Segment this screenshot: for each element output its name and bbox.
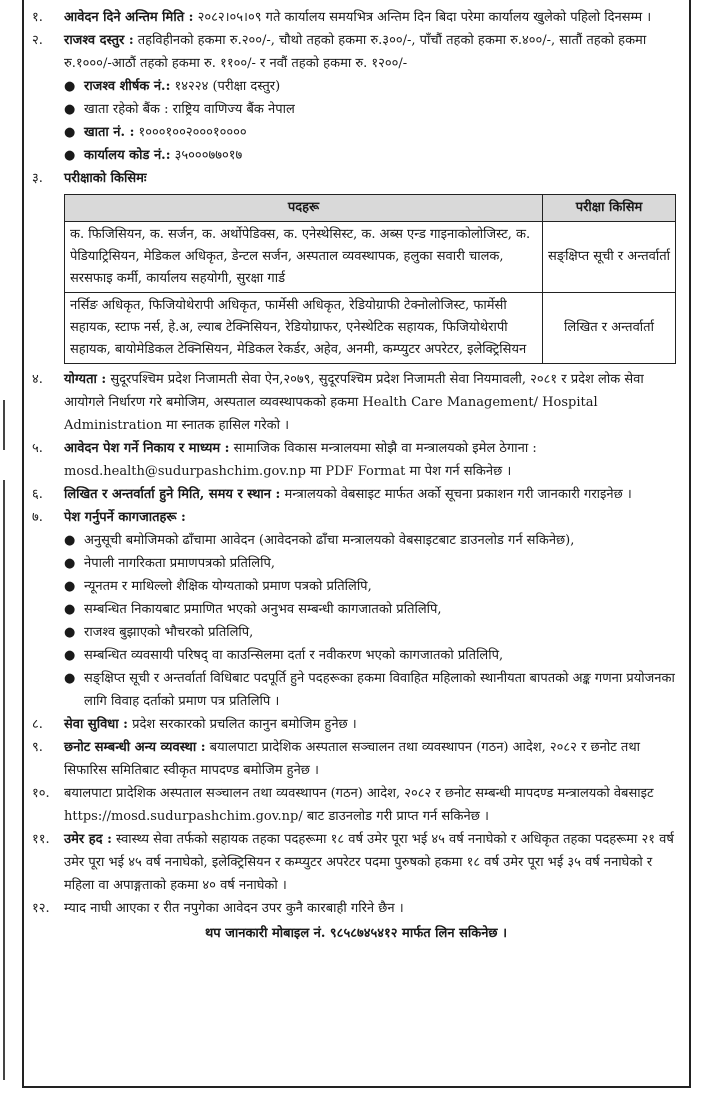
- item-label: योग्यता :: [64, 372, 107, 387]
- item-12: [30, 897, 682, 920]
- list-item: ● सम्बन्धित निकायबाट प्रमाणित भएको अनुभव सम्बन्धी कागजातको प्रतिलिपि,: [64, 602, 442, 617]
- item-text: तहविहीनको हकमा रु.२००/-, चौथो तहको हकमा रु.३००/-, पाँचौं तहको हकमा रु.४००/-, सातौं तहको हकमा रु.१०००/-आठौं तहको हकमा रु. ११००/- र नवौं तहको हकमा रु. १२००/-: [64, 33, 647, 71]
- item-number: २.: [32, 33, 43, 48]
- item-number: ७.: [32, 510, 43, 525]
- header-exam-type: परीक्षा किसिम: [543, 195, 676, 222]
- item-number: ११.: [32, 832, 50, 847]
- item-label: लिखित र अन्तर्वार्ता हुने मिति, समय र स्थान :: [64, 487, 281, 502]
- item-3: [30, 167, 682, 190]
- fee-value: १४२२४ (परीक्षा दस्तुर): [170, 79, 281, 94]
- fee-bullet: ● कार्यालय कोड नं.: ३५०००७७०१७: [64, 148, 243, 163]
- item-9: [30, 736, 682, 782]
- fee-bullet: ● खाता रहेको बैंक : राष्ट्रिय वाणिज्य बैंक नेपाल: [64, 102, 295, 117]
- item-7: [30, 506, 682, 529]
- list-item: ● अनुसूची बमोजिमको ढाँचामा आवेदन (आवेदनको ढाँचा मन्त्रालयको वेबसाइटबाट डाउनलोड गर्न सकिनेछ),: [64, 533, 575, 548]
- item-text: बयालपाटा प्रादेशिक अस्पताल सञ्चालन तथा व्यवस्थापन (गठन) आदेश, २०८२ र छनोट सम्बन्धी मापदण्ड मन्त्रालयको वेबसाइट https://mosd.sudurpashchim.gov.np/ बाट डाउनलोड गरी प्राप्त गर्न सकिनेछ ।: [64, 786, 654, 824]
- item-text: सुदूरपश्चिम प्रदेश निजामती सेवा ऐन,२०७९, सुदूरपश्चिम प्रदेश निजामती सेवा नियमावली, २०८१ र प्रदेश लोक सेवा आयोगले निर्धारण गरे बमोजिम, अस्पताल व्यवस्थापकको हकमा Health Care Management/ Hospital Administration मा स्नातक हासिल गरेको ।: [64, 372, 644, 433]
- item-label: पेश गर्नुपर्ने कागजातहरू :: [64, 510, 186, 525]
- table-row: [65, 222, 676, 293]
- item-2: [30, 29, 682, 75]
- item-text: म्याद नाघी आएका र रीत नपुगेका आवेदन उपर कुनै कारबाही गरिने छैन ।: [64, 901, 404, 916]
- item-label: परीक्षाको किसिमः: [64, 171, 147, 186]
- item-10: [30, 782, 682, 828]
- item-number: ५.: [32, 441, 43, 456]
- fee-label: खाता नं. :: [84, 125, 135, 140]
- table-header-row: [65, 195, 676, 222]
- item-label: सेवा सुविधा :: [64, 717, 128, 732]
- fee-label: कार्यालय कोड नं.:: [84, 148, 171, 163]
- item-4: [30, 368, 682, 437]
- fee-value: ३५०००७७०१७: [170, 148, 243, 163]
- item-8: [30, 713, 682, 736]
- item-number: ४.: [32, 372, 43, 387]
- item-number: ३.: [32, 171, 43, 186]
- item-text: मन्त्रालयको वेबसाइट मार्फत अर्को सूचना प्रकाशन गरी जानकारी गराइनेछ ।: [280, 487, 632, 502]
- left-margin-line: [3, 400, 5, 450]
- item-text: प्रदेश सरकारको प्रचलित कानुन बमोजिम हुनेछ ।: [127, 717, 357, 732]
- item-number: १०.: [32, 786, 50, 801]
- fee-value: १०००१००२०००१००००: [134, 125, 247, 140]
- list-item: ● सङ्क्षिप्त सूची र अन्तर्वार्ता विधिबाट पदपूर्ति हुने पदहरूका हकमा विवाहित महिलाको स्थानीयता बापतको अङ्क गणना प्रयोजनका लागि विवाह दर्ताको प्रमाण पत्र प्रतिलिपि ।: [64, 671, 675, 709]
- item-label: आवेदन दिने अन्तिम मिति :: [64, 10, 194, 25]
- item-number: ९.: [32, 740, 43, 755]
- fee-value: खाता रहेको बैंक : राष्ट्रिय वाणिज्य बैंक नेपाल: [84, 102, 295, 117]
- exam-type-cell: लिखित र अन्तर्वार्ता: [543, 293, 676, 364]
- item-text: बयालपाटा प्रादेशिक अस्पताल सञ्चालन तथा व्यवस्थापन (गठन) आदेश, २०८२ र छनोट तथा सिफारिस समितिबाट स्वीकृत मापदण्ड बमोजिम हुनेछ ।: [64, 740, 640, 778]
- list-item: ● सम्बन्धित व्यवसायी परिषद् वा काउन्सिलमा दर्ता र नवीकरण भएको कागजातको प्रतिलिपि,: [64, 648, 504, 663]
- list-item: ● नेपाली नागरिकता प्रमाणपत्रको प्रतिलिपि,: [64, 556, 275, 571]
- exam-type-cell: सङ्क्षिप्त सूची र अन्तर्वार्ता: [543, 222, 676, 293]
- item-label: उमेर हद :: [64, 832, 112, 847]
- fee-label: राजश्व शीर्षक नं.:: [84, 79, 171, 94]
- left-margin-line: [3, 480, 5, 1080]
- header-posts: पदहरू: [65, 195, 543, 222]
- list-item: ● राजश्व बुझाएको भौचरको प्रतिलिपि,: [64, 625, 254, 640]
- table-row: [65, 293, 676, 364]
- item-5: [30, 437, 682, 483]
- item-label: छनोट सम्बन्धी अन्य व्यवस्था :: [64, 740, 206, 755]
- document-list: [30, 529, 682, 713]
- item-number: ६.: [32, 487, 43, 502]
- item-11: [30, 828, 682, 897]
- item-number: १२.: [32, 901, 50, 916]
- list-item: ● न्यूनतम र माथिल्लो शैक्षिक योग्यताको प्रमाण पत्रको प्रतिलिपि,: [64, 579, 372, 594]
- fee-details: [30, 75, 682, 167]
- item-text: सामाजिक विकास मन्त्रालयमा सोझै वा मन्त्रालयको इमेल ठेगाना : mosd.health@sudurpashchim.gov.np मा PDF Format मा पेश गर्न सकिनेछ ।: [64, 441, 537, 479]
- item-number: ८.: [32, 717, 43, 732]
- item-text: स्वास्थ्य सेवा तर्फको सहायक तहका पदहरूमा १८ वर्ष उमेर पूरा भई ४५ वर्ष ननाघेको र अधिकृत तहका पदहरूमा २१ वर्ष उमेर पूरा भई ४५ वर्ष ननाघेको, इलेक्ट्रिसियन र कम्प्युटर अपरेटर पदमा पुरुषको हकमा १८ वर्ष उमेर पूरा भई ३५ वर्ष ननाघेको र महिला वा अपाङ्गताको हकमा ४० वर्ष ननाघेको ।: [64, 832, 674, 893]
- item-text: २०८२।०५।०९ गते कार्यालय समयभित्र अन्तिम दिन बिदा परेमा कार्यालय खुलेको पहिलो दिनसम्म ।: [193, 10, 652, 25]
- item-1: [30, 6, 682, 29]
- posts-cell: क. फिजिसियन, क. सर्जन, क. अर्थोपेडिक्स, क. एनेस्थेसिस्ट, क. अब्स एन्ड गाइनाकोलोजिस्ट, क. पेडियाट्रिसियन, मेडिकल अधिकृत, डेन्टल सर्जन, अस्पताल व्यवस्थापक, हलुका सवारी चालक, सरसफाइ कर्मी, कार्यालय सहयोगी, सुरक्षा गार्ड: [65, 222, 543, 293]
- fee-bullet: ● राजश्व शीर्षक नं.: १४२२४ (परीक्षा दस्तुर): [64, 79, 281, 94]
- item-6: [30, 483, 682, 506]
- item-label: राजश्व दस्तुर :: [64, 33, 134, 48]
- item-label: आवेदन पेश गर्ने निकाय र माध्यम :: [64, 441, 230, 456]
- posts-cell: नर्सिङ अधिकृत, फिजियोथेरापी अधिकृत, फार्मेसी अधिकृत, रेडियोग्राफी टेक्नोलोजिस्ट, फार्मेसी सहायक, स्टाफ नर्स, हे.अ, ल्याब टेक्निसियन, रेडियोग्राफर, एनेस्थेटिक सहायक, फिजियोथेरापी सहायक, बायोमेडिकल टेक्निसियन, मेडिकल रेकर्डर, अहेव, अनमी, कम्प्युटर अपरेटर, इलेक्ट्रिसियन: [65, 293, 543, 364]
- contact-footer: थप जानकारी मोबाइल नं. ९८५८७४५४१२ मार्फत लिन सकिनेछ ।: [205, 926, 507, 941]
- exam-type-table: [64, 194, 676, 364]
- notice-body: [30, 6, 682, 946]
- item-number: १.: [32, 10, 43, 25]
- fee-bullet: ● खाता नं. : १०००१००२०००१००००: [64, 125, 247, 140]
